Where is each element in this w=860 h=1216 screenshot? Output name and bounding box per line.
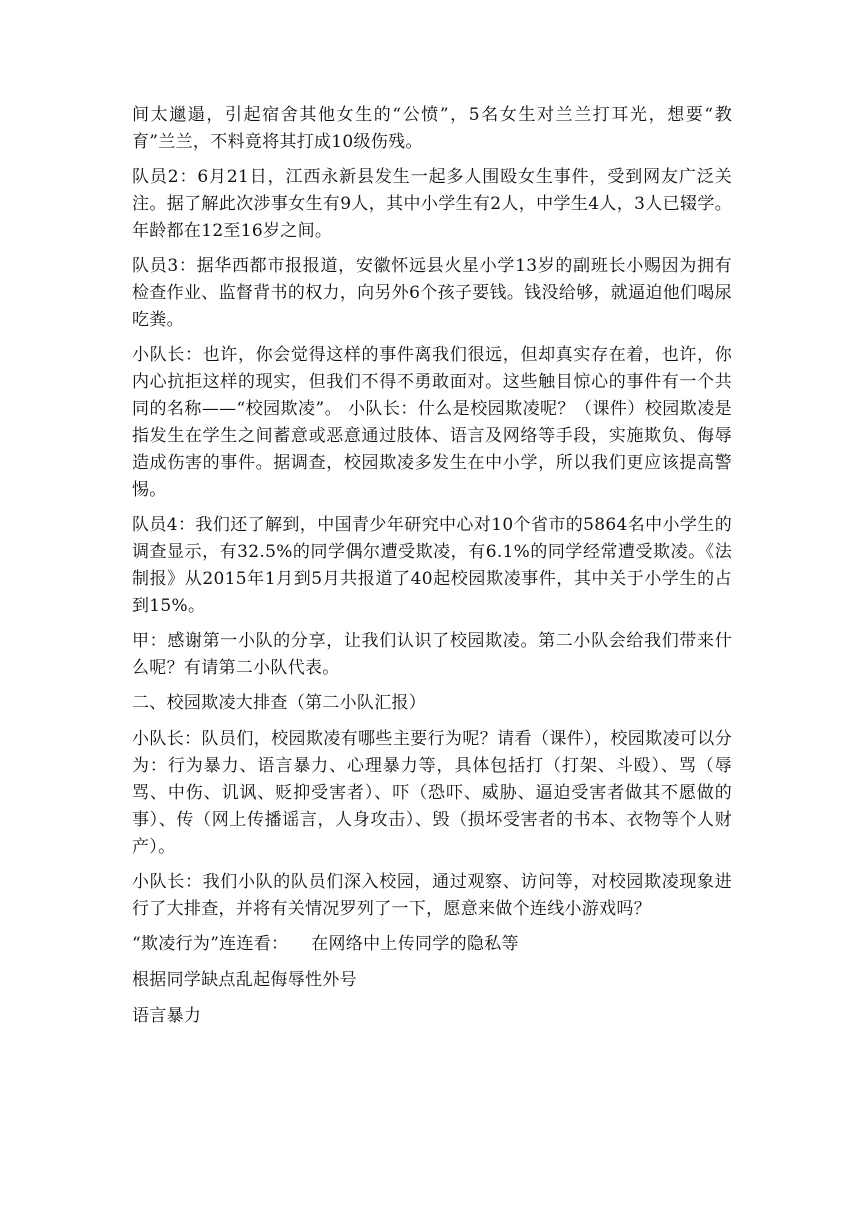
document-body <box>132 102 732 1039</box>
paragraph-bullying-types: 小队长：队员们，校园欺凌有哪些主要行为呢？请看（课件），校园欺凌可以分为：行为暴力、语言暴力、心理暴力等，具体包括打（打架、斗殴）、骂（辱骂、中伤、讥讽、贬抑受害者）、吓（恐吓、威胁、逼迫受害者做其不愿做的事）、传（网上传播谣言，人身攻击）、毁（损坏受害者的书本、衣物等个人财产）。 <box>132 729 732 857</box>
paragraph-matching-game-intro: 小队长：我们小队的队员们深入校园，通过观察、访问等，对校园欺凌现象进行了大排查，并将有关情况罗列了一下，愿意来做个连线小游戏吗？ <box>132 872 732 919</box>
section-heading-2: 二、校园欺凌大排查（第二小队汇报） <box>132 693 427 713</box>
paragraph-member-2: 队员2：6月21日，江西永新县发生一起多人围殴女生事件，受到网友广泛关注。据了解此次涉事女生有9人，其中小学生有2人，中学生4人，3人已辍学。年龄都在12至16岁之间。 <box>132 167 732 241</box>
paragraph-member-3: 队员3：据华西都市报报道，安徽怀远县火星小学13岁的副班长小赐因为拥有检查作业、监督背书的权力，向另外6个孩子要钱。钱没给够，就逼迫他们喝尿吃粪。 <box>132 256 732 330</box>
paragraph-member-4: 队员4：我们还了解到，中国青少年研究中心对10个省市的5864名中小学生的调查显示，有32.5%的同学偶尔遭受欺凌，有6.1%的同学经常遭受欺凌。《法制报》从2015年1月到5月共报道了40起校园欺凌事件，其中关于小学生的占到15%。 <box>132 515 732 616</box>
matching-game-line-2: 根据同学缺点乱起侮辱性外号 <box>132 970 357 990</box>
paragraph-host-transition: 甲：感谢第一小队的分享，让我们认识了校园欺凌。第二小队会给我们带来什么呢？有请第二小队代表。 <box>132 631 732 678</box>
paragraph-incident-lanlan: 间太邋遢，引起宿舍其他女生的“公愤”，5名女生对兰兰打耳光，想要“教育”兰兰，不料竟将其打成10级伤残。 <box>132 105 732 152</box>
matching-game-line-1: “欺凌行为”连连看： 在网络中上传同学的隐私等 <box>132 934 519 954</box>
matching-game-line-3: 语言暴力 <box>132 1006 202 1026</box>
paragraph-squad-leader-definition: 小队长：也许，你会觉得这样的事件离我们很远，但却真实存在着，也许，你内心抗拒这样的现实，但我们不得不勇敢面对。这些触目惊心的事件有一个共同的名称——“校园欺凌”。 小队长：什么是校园欺凌呢？（课件）校园欺凌是指发生在学生之间蓄意或恶意通过肢体、语言及网络等手段，实施欺负、侮辱造成伤害的事件。据调查，校园欺凌多发生在中小学，所以我们更应该提高警惕。 <box>132 345 732 500</box>
